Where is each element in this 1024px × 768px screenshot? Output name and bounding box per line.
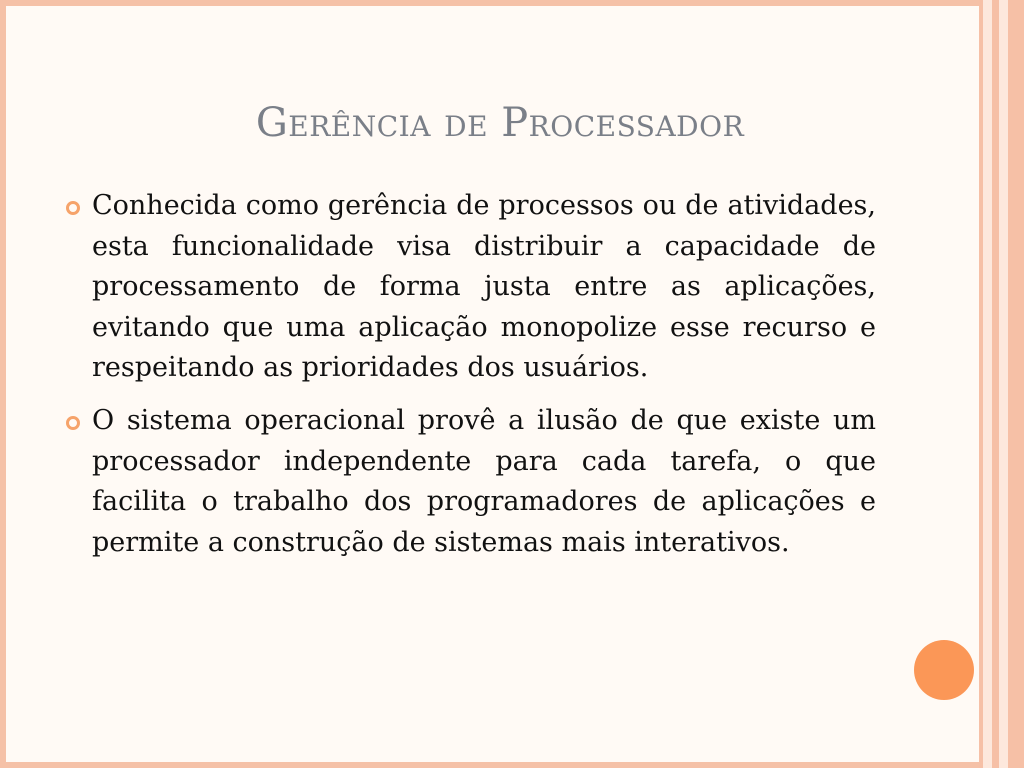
bullet-list	[62, 186, 876, 575]
ring-bullet-icon	[66, 201, 80, 215]
bullet-item	[62, 401, 876, 563]
orange-circle-icon	[914, 640, 974, 700]
slide-title: Gerência de Processador	[255, 100, 745, 146]
side-stripe	[999, 0, 1008, 768]
frame-top-border	[0, 0, 1024, 6]
frame-left-border	[0, 0, 6, 768]
side-stripe	[992, 0, 999, 768]
side-stripe	[1008, 0, 1024, 768]
bullet-text: O sistema operacional provê a ilusão de que existe um processador independente para cada tarefa, o que facilita o trabalho dos programadores de aplicações e permite a construção de sistemas mais interativos.	[92, 404, 876, 558]
frame-bottom-border	[0, 762, 1024, 768]
ring-bullet-icon	[66, 416, 80, 430]
side-stripe	[983, 0, 992, 768]
bullet-text: Conhecida como gerência de processos ou de atividades, esta funcionalidade visa distribuir a capacidade de processamento de forma justa entre as aplicações, evitando que uma aplicação monopolize esse recurso e respeitando as prioridades dos usuários.	[92, 190, 876, 384]
bullet-item	[62, 186, 876, 389]
